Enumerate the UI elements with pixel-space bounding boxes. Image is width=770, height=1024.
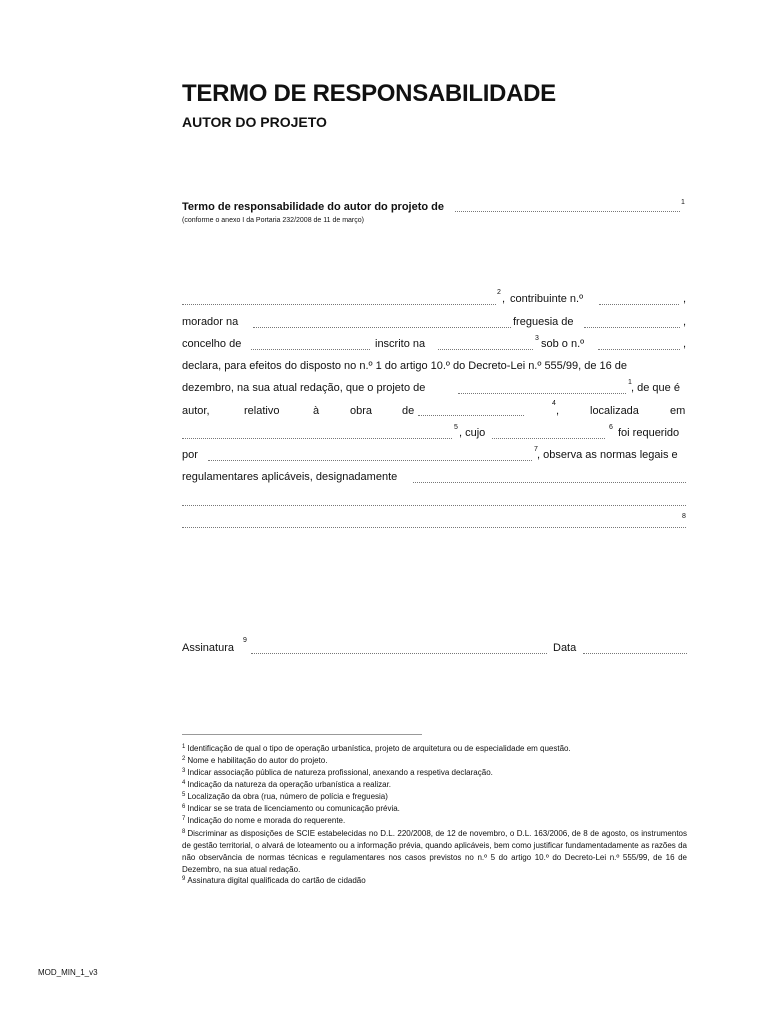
- regulations-field[interactable]: [413, 482, 686, 483]
- localizada-label: localizada: [590, 405, 639, 417]
- a-label: à: [313, 405, 320, 417]
- de-label: de: [402, 405, 415, 417]
- freguesia-label: freguesia de: [513, 316, 574, 328]
- signature-field[interactable]: [251, 653, 547, 654]
- autor-label: autor,: [182, 405, 210, 417]
- footnote-8: $^8$ Discriminar as disposições de SCIE estabelecidas no D.L. 220/2008, de 12 de novembro, o D.L. 163/2006, de 8 de agosto, os instrumentos de gestão territorial, o alvará de loteamento ou a informação prévia, quando aplicáveis, bem como justificar fundamentadamente as razões da não observância de normas técnicas e regulamentares nos casos previstos no n.º 5 do artigo 10.º do Decreto-Lei n.º 555/99, de 16 de Dezembro, na sua atual redação.: [182, 829, 687, 874]
- footnote-ref-4: 4: [552, 400, 556, 407]
- document-subtitle: AUTOR DO PROJETO: [182, 114, 327, 130]
- address-field[interactable]: [253, 327, 511, 328]
- footnote-ref-1b: 1: [628, 379, 632, 386]
- footnote-5: $^5$ Localização da obra (rua, número de polícia e freguesia): [182, 792, 388, 801]
- cujo-label: , cujo: [459, 427, 486, 439]
- footnote-ref-2: 2: [497, 289, 501, 296]
- applicant-field[interactable]: [208, 460, 532, 461]
- registration-number-field[interactable]: [598, 349, 680, 350]
- project-field[interactable]: [458, 393, 626, 394]
- footnote-6: $^6$ Indicar se se trata de licenciamento ou comunicação prévia.: [182, 804, 400, 813]
- regulations-field-line-2[interactable]: [182, 505, 686, 506]
- freguesia-field[interactable]: [584, 327, 680, 328]
- comma-label: ,: [502, 293, 506, 305]
- inscrito-label: inscrito na: [375, 338, 426, 350]
- footnote-2: $^2$ Nome e habilitação do autor do projeto.: [182, 756, 328, 765]
- obra-label: obra: [350, 405, 373, 417]
- assinatura-label: Assinatura: [182, 642, 234, 654]
- dezembro-text: dezembro, na sua atual redação, que o projeto de: [182, 382, 426, 394]
- comma-label: ,: [683, 316, 687, 328]
- intro-label: Termo de responsabilidade do autor do projeto de: [182, 201, 444, 213]
- project-type-field[interactable]: [455, 211, 680, 212]
- data-label: Data: [553, 642, 577, 654]
- form-code: MOD_MIN_1_v3: [38, 968, 98, 977]
- association-field[interactable]: [438, 349, 533, 350]
- location-field[interactable]: [182, 438, 452, 439]
- regulamentares-label: regulamentares aplicáveis, designadamente: [182, 471, 398, 483]
- relativo-label: relativo: [244, 405, 280, 417]
- footnote-ref-3: 3: [535, 335, 539, 342]
- operation-nature-field[interactable]: [418, 415, 524, 416]
- process-type-field[interactable]: [492, 438, 605, 439]
- contribuinte-field[interactable]: [599, 304, 679, 305]
- footnote-9: $^9$ Assinatura digital qualificada do cartão de cidadão: [182, 876, 366, 885]
- document-title: TERMO DE RESPONSABILIDADE: [182, 80, 556, 107]
- footnote-ref-5: 5: [454, 424, 458, 431]
- footnote-ref-7: 7: [534, 446, 538, 453]
- intro-note: (conforme o anexo I da Portaria 232/2008 de 11 de março): [182, 217, 364, 224]
- comma-label: ,: [683, 293, 687, 305]
- foi-requerido-label: foi requerido: [618, 427, 680, 439]
- contribuinte-label: contribuinte n.º: [510, 293, 584, 305]
- concelho-label: concelho de: [182, 338, 242, 350]
- concelho-field[interactable]: [251, 349, 370, 350]
- comma-label: ,: [683, 338, 687, 350]
- footnote-ref-6: 6: [609, 424, 613, 431]
- footnote-1: $^1$ Identificação de qual o tipo de operação urbanística, projeto de arquitetura ou de especialidade em questão.: [182, 744, 571, 753]
- footnote-4: $^4$ Indicação da natureza da operação urbanística a realizar.: [182, 780, 392, 789]
- footnote-7: $^7$ Indicação do nome e morada do requerente.: [182, 816, 346, 825]
- footnote-rule: [182, 734, 422, 735]
- sob-label: sob o n.º: [541, 338, 585, 350]
- comma-label: ,: [556, 405, 560, 417]
- por-label: por: [182, 449, 198, 461]
- declara-text: declara, para efeitos do disposto no n.º 1 do artigo 10.º do Decreto-Lei n.º 555/99, de 16 de: [182, 360, 628, 372]
- footnote-ref-8: 8: [682, 513, 686, 520]
- observa-label: , observa as normas legais e: [537, 449, 678, 461]
- author-name-field[interactable]: [182, 304, 496, 305]
- regulations-field-line-3[interactable]: [182, 527, 686, 528]
- de-que-e-label: , de que é: [631, 382, 680, 394]
- date-field[interactable]: [583, 653, 687, 654]
- footnote-ref-1: 1: [681, 199, 685, 206]
- footnote-3: $^3$ Indicar associação pública de natureza profissional, anexando a respetiva declaração.: [182, 768, 493, 777]
- morador-label: morador na: [182, 316, 239, 328]
- em-label: em: [670, 405, 686, 417]
- footnote-ref-9: 9: [243, 637, 247, 644]
